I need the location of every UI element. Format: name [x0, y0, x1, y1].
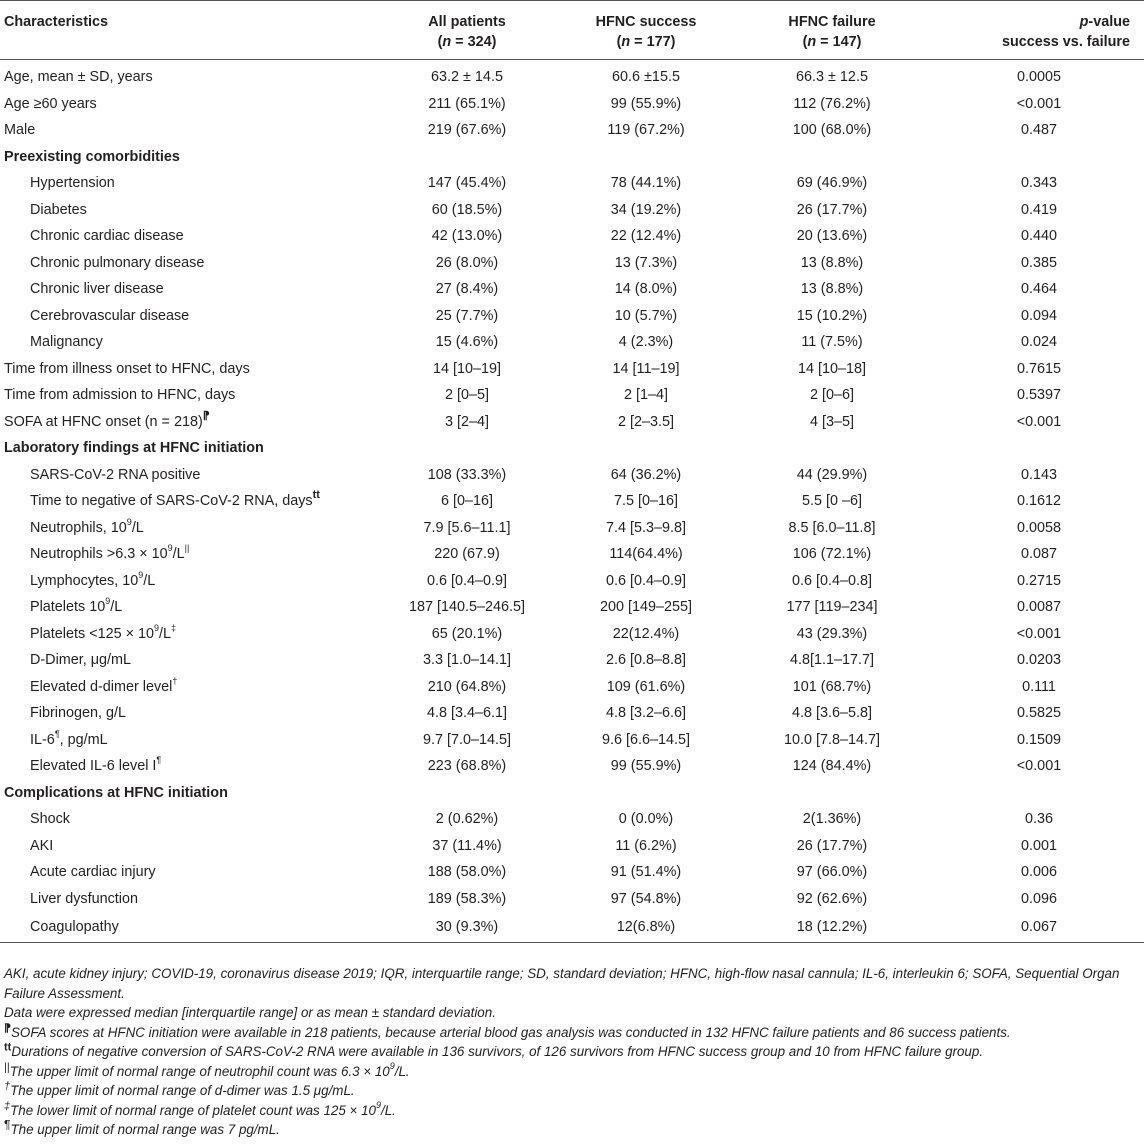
row-label-unit: /L — [143, 572, 156, 589]
value-all-patients: 3 [2–4] — [444, 413, 489, 430]
value-p — [928, 780, 1144, 807]
value-hfnc-failure: 15 (10.2%) — [796, 307, 868, 324]
row-label — [0, 700, 378, 727]
value-hfnc-failure: 44 (29.9%) — [796, 466, 868, 483]
value-p: 0.5825 — [1016, 705, 1061, 722]
value-hfnc-failure: 5.5 [0 –6] — [801, 493, 862, 510]
row-label — [0, 674, 378, 701]
table-row — [0, 621, 1144, 648]
row-label — [0, 488, 378, 515]
value-hfnc-success: 9.6 [6.6–14.5] — [601, 731, 691, 748]
value-hfnc-failure: 20 (13.6%) — [796, 228, 868, 245]
header-all-patients-title: All patients — [428, 14, 506, 30]
header-characteristics: Characteristics — [0, 1, 378, 60]
table-row — [0, 60, 1144, 91]
value-hfnc-failure: 8.5 [6.0–11.8] — [788, 519, 876, 536]
table-row — [0, 647, 1144, 674]
table-row — [0, 753, 1144, 780]
row-label — [0, 197, 378, 224]
row-label-text: Liver dysfunction — [30, 890, 138, 907]
row-label-text: Acute cardiac injury — [30, 864, 156, 881]
value-hfnc-failure: 100 (68.0%) — [792, 122, 872, 139]
table-section-row — [0, 435, 1144, 462]
value-all-patients: 6 [0–16] — [440, 493, 493, 510]
footnote-il6-text: The upper limit of normal range was 7 pg/mL. — [10, 1122, 280, 1137]
footnote-platelet-sup: 9 — [375, 1100, 381, 1111]
table-row — [0, 356, 1144, 383]
footnote-mark-sofa: ⁋ — [4, 1022, 11, 1035]
value-hfnc-failure: 2 [0–6] — [809, 387, 854, 404]
value-hfnc-success: 4.8 [3.2–6.6] — [605, 705, 686, 722]
row-label-text: Time from admission to HFNC, days — [4, 387, 236, 404]
value-hfnc-failure: 13 (8.8%) — [800, 254, 864, 271]
value-hfnc-failure: 124 (84.4%) — [792, 758, 872, 775]
row-label-sup-9: 9 — [138, 569, 144, 580]
footnote-neutrophil-sup: 9 — [389, 1061, 395, 1072]
footnote-mark-ddag: ‡ — [4, 1100, 11, 1113]
row-label-sup-9: 9 — [105, 596, 111, 607]
row-label — [0, 250, 378, 277]
value-all-patients: 108 (33.3%) — [427, 466, 507, 483]
value-hfnc-success: 11 (6.2%) — [615, 837, 677, 854]
value-hfnc-failure: 66.3 ± 12.5 — [796, 69, 868, 86]
row-label-text: Fibrinogen, g/L — [30, 705, 126, 722]
header-p-value-subtitle: success vs. failure — [1002, 34, 1130, 50]
footnote-ddimer — [4, 1081, 1140, 1101]
value-p — [928, 144, 1144, 171]
value-all-patients: 3.3 [1.0–14.1] — [422, 652, 512, 669]
value-hfnc-failure: 101 (68.7%) — [792, 678, 872, 695]
value-hfnc-success: 13 (7.3%) — [614, 254, 678, 271]
value-all-patients: 30 (9.3%) — [378, 912, 556, 942]
table-row — [0, 912, 1144, 942]
footnote-mark-tt: tt — [4, 1041, 12, 1054]
value-all-patients: 2 [0–5] — [444, 387, 489, 404]
table-row — [0, 223, 1144, 250]
value-all-patients: 2 (0.62%) — [435, 811, 499, 828]
row-label-text: SOFA at HFNC onset (n = 218) — [4, 413, 203, 430]
value-p: <0.001 — [1016, 758, 1062, 775]
table-row — [0, 329, 1144, 356]
value-hfnc-success: 78 (44.1%) — [610, 175, 682, 192]
row-label-text: IL-6 — [30, 731, 55, 748]
table-row — [0, 117, 1144, 144]
row-label — [0, 621, 378, 648]
footnote-neutrophil-end: /L. — [394, 1063, 410, 1079]
row-label — [0, 91, 378, 118]
footnote-mark-dbl: || — [4, 1061, 10, 1074]
table-section-row — [0, 144, 1144, 171]
value-p: 0.0087 — [1016, 599, 1061, 616]
value-p: 0.385 — [1020, 254, 1057, 271]
value-p: 0.087 — [1020, 546, 1057, 563]
value-p: 0.001 — [1020, 837, 1057, 854]
row-label-text: Coagulopathy — [30, 918, 119, 935]
value-hfnc-failure: 4 [3–5] — [809, 413, 854, 430]
value-p: 0.024 — [1020, 334, 1057, 351]
row-label-unit: /L — [131, 519, 144, 536]
row-label-text: Elevated IL-6 level I — [30, 758, 157, 775]
row-label — [0, 912, 378, 942]
value-p: 0.006 — [1020, 864, 1057, 881]
value-all-patients — [378, 435, 556, 462]
value-hfnc-failure: 177 [119–234] — [786, 599, 878, 616]
row-label-text: Malignancy — [30, 334, 103, 351]
value-hfnc-success: 2 [1–4] — [623, 387, 668, 404]
row-label — [0, 462, 378, 489]
value-hfnc-success: 109 (61.6%) — [606, 678, 686, 695]
header-p-value — [928, 1, 1144, 60]
row-label — [0, 727, 378, 754]
footnote-data-format: Data were expressed median [interquartile range] or as mean ± standard deviation. — [4, 1005, 496, 1020]
table-row — [0, 515, 1144, 542]
row-label-text: Chronic cardiac disease — [30, 228, 184, 245]
value-all-patients: 219 (67.6%) — [427, 122, 507, 139]
value-p: 0.1509 — [1016, 731, 1061, 748]
row-label-text: Age ≥60 years — [4, 95, 97, 112]
row-label-text: Shock — [30, 811, 70, 828]
row-label — [0, 753, 378, 780]
row-label — [0, 356, 378, 383]
row-label-ddag-mark: ‡ — [171, 622, 177, 633]
value-hfnc-success: 119 (67.2%) — [607, 122, 685, 139]
row-label — [0, 541, 378, 568]
row-label-text: Diabetes — [30, 201, 87, 218]
table-row — [0, 594, 1144, 621]
row-label — [0, 170, 378, 197]
footnote-il6 — [4, 1117, 1140, 1140]
row-label-text: Time from illness onset to HFNC, days — [4, 360, 250, 377]
row-label — [0, 859, 378, 886]
value-p: <0.001 — [1016, 95, 1062, 112]
value-all-patients: 4.8 [3.4–6.1] — [426, 705, 507, 722]
value-hfnc-failure — [736, 435, 928, 462]
row-label-text: Neutrophils, 10 — [30, 519, 127, 536]
value-hfnc-failure: 11 (7.5%) — [801, 334, 863, 351]
value-hfnc-failure: 10.0 [7.8–14.7] — [783, 731, 881, 748]
footnote-neutrophil-text: The upper limit of normal range of neutrophil count was 6.3 × 10 — [9, 1063, 390, 1079]
value-hfnc-success: 2 [2–3.5] — [617, 413, 674, 430]
value-hfnc-failure: 26 (17.7%) — [796, 837, 868, 854]
row-label — [0, 594, 378, 621]
row-label-text: Time to negative of SARS-CoV-2 RNA, days — [30, 493, 313, 510]
value-hfnc-failure: 0.6 [0.4–0.8] — [791, 572, 872, 589]
value-hfnc-success: 64 (36.2%) — [610, 466, 682, 483]
value-all-patients: 220 (67.9) — [434, 546, 500, 563]
row-label — [0, 60, 378, 91]
value-p: 0.464 — [1020, 281, 1057, 298]
value-all-patients: 0.6 [0.4–0.9] — [426, 572, 507, 589]
value-all-patients: 26 (8.0%) — [435, 254, 499, 271]
value-hfnc-success: 91 (51.4%) — [610, 864, 682, 881]
table-row — [0, 886, 1144, 913]
row-label-text: Neutrophils >6.3 × 10 — [30, 546, 168, 563]
footnote-negative-conversion-text: Durations of negative conversion of SARS-CoV-2 RNA were available in 136 survivors, of 126 survivors from HFNC success group and 10 from HFNC failure group. — [11, 1044, 984, 1059]
value-hfnc-success: 4 (2.3%) — [618, 334, 674, 351]
value-all-patients: 7.9 [5.6–11.1] — [423, 519, 511, 536]
value-hfnc-failure: 18 (12.2%) — [736, 912, 928, 942]
value-p: 0.343 — [1020, 175, 1057, 192]
value-hfnc-failure — [736, 780, 928, 807]
row-label — [0, 806, 378, 833]
table-row — [0, 382, 1144, 409]
row-label-tt-mark: tt — [312, 489, 320, 502]
value-hfnc-success: 14 (8.0%) — [614, 281, 678, 298]
row-label-sup-9: 9 — [167, 543, 173, 554]
value-p: 0.111 — [1022, 678, 1056, 695]
value-p: <0.001 — [1016, 625, 1062, 642]
value-hfnc-failure: 14 [10–18] — [797, 360, 867, 377]
row-label-dbl-mark: || — [184, 543, 190, 554]
value-hfnc-success: 97 (54.8%) — [610, 890, 682, 907]
value-p: 0.487 — [1020, 122, 1057, 139]
value-hfnc-success: 2.6 [0.8–8.8] — [605, 652, 686, 669]
value-all-patients: 63.2 ± 14.5 — [431, 69, 503, 86]
table-row — [0, 197, 1144, 224]
row-label — [0, 833, 378, 860]
value-hfnc-success — [556, 780, 736, 807]
value-all-patients: 147 (45.4%) — [427, 175, 507, 192]
value-hfnc-failure: 106 (72.1%) — [792, 546, 872, 563]
table-row — [0, 727, 1144, 754]
value-hfnc-success: 60.6 ±15.5 — [612, 69, 680, 86]
footnote-platelet — [4, 1101, 1140, 1121]
value-hfnc-success — [556, 435, 736, 462]
row-label-text: Chronic pulmonary disease — [30, 254, 205, 271]
value-all-patients: 210 (64.8%) — [427, 678, 507, 695]
footnote-abbreviations: AKI, acute kidney injury; COVID-19, coronavirus disease 2019; IQR, interquartile range; SD, standard deviation; HFNC, high-flow nasal cannula; IL-6, interleukin 6; SOFA, Sequential Organ Failure Assessment. — [4, 966, 1120, 1001]
value-all-patients: 15 (4.6%) — [435, 334, 499, 351]
value-p: 0.067 — [928, 912, 1144, 942]
value-hfnc-success: 99 (55.9%) — [610, 95, 682, 112]
value-p: 0.0058 — [1016, 519, 1061, 536]
footnote-mark-pil: ¶ — [4, 1117, 11, 1132]
section-heading — [0, 435, 378, 462]
value-p: 0.1612 — [1016, 493, 1061, 510]
value-hfnc-success: 14 [11–19] — [612, 360, 680, 377]
value-hfnc-success: 99 (55.9%) — [610, 758, 682, 775]
table-row — [0, 409, 1144, 436]
value-p: 0.0005 — [1016, 69, 1061, 86]
row-label-unit: /L — [172, 546, 185, 563]
value-hfnc-success: 200 [149–255] — [599, 599, 693, 616]
value-p: 0.5397 — [1016, 387, 1061, 404]
value-all-patients: 188 (58.0%) — [427, 864, 507, 881]
row-label-text: Platelets <125 × 10 — [30, 625, 155, 642]
value-hfnc-failure: 92 (62.6%) — [796, 890, 868, 907]
table-row — [0, 859, 1144, 886]
table-row — [0, 91, 1144, 118]
row-label — [0, 886, 378, 913]
table-row — [0, 488, 1144, 515]
row-label-text: SARS-CoV-2 RNA positive — [30, 466, 201, 483]
row-label — [0, 303, 378, 330]
value-hfnc-failure: 43 (29.3%) — [796, 625, 868, 642]
row-label-sup-9: 9 — [126, 516, 132, 527]
value-all-patients: 14 [10–19] — [432, 360, 502, 377]
value-all-patients: 189 (58.3%) — [427, 890, 507, 907]
footnote-mark-dag: † — [4, 1080, 11, 1093]
table-row — [0, 541, 1144, 568]
table-row — [0, 276, 1144, 303]
value-all-patients — [378, 144, 556, 171]
value-hfnc-success: 7.5 [0–16] — [613, 493, 678, 510]
table-section-row — [0, 780, 1144, 807]
value-all-patients: 223 (68.8%) — [427, 758, 507, 775]
value-hfnc-success: 7.4 [5.3–9.8] — [605, 519, 686, 536]
row-label — [0, 276, 378, 303]
row-label-unit: /L — [110, 599, 123, 616]
row-label-sofa-mark: ⁋ — [202, 409, 210, 422]
row-label-unit: /L — [159, 625, 172, 642]
row-label — [0, 409, 378, 436]
value-hfnc-success: 10 (5.7%) — [614, 307, 678, 324]
footnote-platelet-end: /L. — [380, 1102, 396, 1118]
value-hfnc-success: 12(6.8%) — [556, 912, 736, 942]
footnote-neutrophil — [4, 1062, 1140, 1082]
row-label-text: Complications at HFNC initiation — [4, 784, 228, 801]
footnote-negative-conversion — [4, 1042, 1140, 1062]
table-row — [0, 806, 1144, 833]
value-p: 0.143 — [1020, 466, 1057, 483]
table-row — [0, 674, 1144, 701]
row-label-text: Laboratory findings at HFNC initiation — [4, 440, 264, 457]
value-hfnc-failure: 97 (66.0%) — [796, 864, 868, 881]
value-hfnc-success: 0.6 [0.4–0.9] — [605, 572, 686, 589]
footnote-sofa — [4, 1023, 1140, 1043]
table-row — [0, 700, 1144, 727]
value-p: 0.0203 — [1016, 652, 1061, 669]
row-label-text: Preexisting comorbidities — [4, 148, 180, 165]
value-hfnc-failure: 112 (76.2%) — [793, 95, 871, 112]
value-p: 0.440 — [1020, 228, 1057, 245]
row-label-text: Platelets 10 — [30, 599, 106, 616]
row-label — [0, 568, 378, 595]
row-label-text: Age, mean ± SD, years — [4, 69, 153, 86]
value-all-patients: 60 (18.5%) — [431, 201, 503, 218]
value-p: 0.096 — [1020, 890, 1057, 907]
header-p-value-title: p-value — [1079, 14, 1130, 30]
row-label-pil-mark: ¶ — [54, 728, 60, 739]
table-row — [0, 250, 1144, 277]
value-hfnc-failure — [736, 144, 928, 171]
value-hfnc-success — [556, 144, 736, 171]
value-all-patients: 25 (7.7%) — [435, 307, 499, 324]
row-label — [0, 117, 378, 144]
row-label — [0, 647, 378, 674]
footnote-platelet-text: The lower limit of normal range of platelet count was 125 × 10 — [10, 1102, 376, 1118]
header-hfnc-success — [556, 1, 736, 60]
value-all-patients: 42 (13.0%) — [431, 228, 503, 245]
value-hfnc-success: 114(64.4%) — [609, 546, 683, 563]
value-all-patients: 187 [140.5–246.5] — [408, 599, 526, 616]
header-all-patients-n: (n = 324) — [437, 34, 497, 50]
value-p: 0.094 — [1020, 307, 1057, 324]
value-p: <0.001 — [1016, 413, 1062, 430]
header-hfnc-failure — [736, 1, 928, 60]
row-label — [0, 515, 378, 542]
row-label — [0, 223, 378, 250]
value-p — [928, 435, 1144, 462]
value-all-patients: 9.7 [7.0–14.5] — [422, 731, 512, 748]
row-label-sup-9: 9 — [154, 622, 160, 633]
header-all-patients — [378, 1, 556, 60]
value-hfnc-failure: 26 (17.7%) — [796, 201, 868, 218]
table-header-row — [0, 1, 1144, 60]
value-all-patients: 27 (8.4%) — [435, 281, 499, 298]
value-hfnc-failure: 69 (46.9%) — [796, 175, 868, 192]
table-row — [0, 303, 1144, 330]
row-label-text: Cerebrovascular disease — [30, 307, 190, 324]
value-all-patients: 37 (11.4%) — [432, 837, 502, 854]
value-p: 0.2715 — [1016, 572, 1061, 589]
header-hfnc-failure-title: HFNC failure — [788, 14, 876, 30]
value-hfnc-failure: 4.8[1.1–17.7] — [789, 652, 875, 669]
value-hfnc-success: 34 (19.2%) — [610, 201, 682, 218]
row-label-text: Male — [4, 122, 36, 139]
value-hfnc-success: 22 (12.4%) — [610, 228, 682, 245]
header-hfnc-success-title: HFNC success — [595, 14, 697, 30]
value-p: 0.419 — [1020, 201, 1057, 218]
footnote-ddimer-text: The upper limit of normal range of d-dimer was 1.5 μg/mL. — [10, 1083, 355, 1098]
value-hfnc-failure: 13 (8.8%) — [800, 281, 864, 298]
row-label-text: Lymphocytes, 10 — [30, 572, 139, 589]
value-hfnc-success: 0 (0.0%) — [618, 811, 674, 828]
section-heading — [0, 144, 378, 171]
value-p: 0.36 — [1024, 811, 1053, 828]
value-p: 0.7615 — [1016, 360, 1061, 377]
footnote-sofa-text: SOFA scores at HFNC initiation were available in 218 patients, because arterial blood gas analysis was conducted in 132 HFNC failure patients and 86 success patients. — [11, 1024, 1011, 1040]
table-row — [0, 833, 1144, 860]
value-hfnc-failure: 4.8 [3.6–5.8] — [791, 705, 872, 722]
row-label-dag-mark: † — [172, 675, 178, 686]
value-hfnc-failure: 2(1.36%) — [802, 811, 862, 828]
value-hfnc-success: 22(12.4%) — [612, 625, 680, 642]
row-label-text: Chronic liver disease — [30, 281, 164, 298]
section-heading — [0, 780, 378, 807]
value-all-patients: 65 (20.1%) — [431, 625, 503, 642]
row-label-text: Elevated d-dimer level — [30, 678, 173, 695]
table-footnotes — [4, 964, 1140, 1140]
table-body — [0, 60, 1144, 943]
value-all-patients: 211 (65.1%) — [428, 95, 506, 112]
row-label — [0, 382, 378, 409]
value-all-patients — [378, 780, 556, 807]
row-label-pil-mark: ¶ — [156, 755, 162, 766]
header-hfnc-failure-n: (n = 147) — [802, 34, 862, 50]
table-row — [0, 170, 1144, 197]
row-label-unit: , pg/mL — [59, 731, 108, 748]
table-row — [0, 568, 1144, 595]
row-label-text: Hypertension — [30, 175, 115, 192]
header-hfnc-success-n: (n = 177) — [616, 34, 676, 50]
row-label — [0, 329, 378, 356]
row-label-text: D-Dimer, μg/mL — [30, 652, 132, 669]
row-label-text: AKI — [30, 837, 54, 854]
table-row — [0, 462, 1144, 489]
